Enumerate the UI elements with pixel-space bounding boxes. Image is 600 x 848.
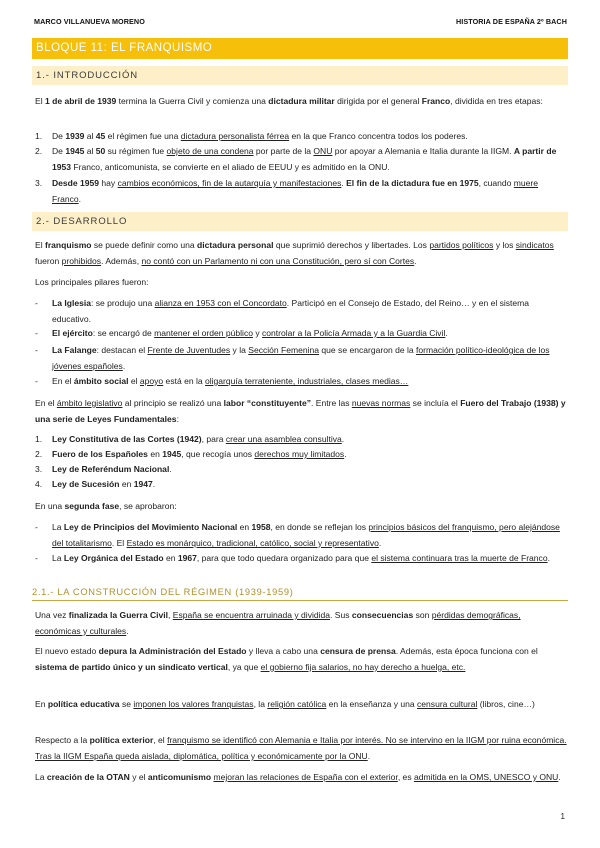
section-desarrollo-title: 2.- DESARROLLO (36, 216, 128, 227)
law-item: 1. Ley Constitutiva de las Cortes (1942), para crear una asamblea consultiva. (35, 434, 345, 444)
law-item: 4. Ley de Sucesión en 1947. (35, 479, 156, 489)
pillar-item: - La Iglesia: se produjo una alianza en 1953 con el Concordato. Participó en el Consejo de Estado, del Reino… y en el sistema educativo. (35, 298, 530, 324)
legislative-paragraph: En el ámbito legislativo al principio se realizó una labor “constituyente”. Entre las nuevas normas se incluía el Fuero del Trabajo (1938) y una serie de Leyes Fundamentales: (35, 398, 566, 424)
construccion-paragraph-4: Respecto a la política exterior, el franquismo se identificó con Alemania e Italia por interés. No se intervino en la IIGM por ruina económica. Tras la IIGM España queda aislada, diplomática, política y económicamente por la ONU. (35, 735, 567, 761)
block-title: BLOQUE 11: EL FRANQUISMO (36, 42, 213, 54)
construccion-paragraph-2: El nuevo estado depura la Administración del Estado y lleva a cabo una censura de prensa. Además, esta época funciona con el sistema de partido único y un sindicato vertical, ya que el gobierno fija salarios, no hay derecho a huelga, etc. (35, 646, 538, 672)
subsection-construccion-title: 2.1.- LA CONSTRUCCIÓN DEL RÉGIMEN (1939-1959) (32, 587, 568, 601)
pillar-item: - El ejército: se encargó de mantener el orden público y controlar a la Policía Armada y a la Guardia Civil. (35, 328, 448, 338)
section-desarrollo-band (32, 212, 568, 231)
law-item: 3. Ley de Referéndum Nacional. (35, 464, 172, 474)
section-intro-band (32, 66, 568, 85)
stage-number: 3. (35, 178, 43, 188)
pillar-item: - En el ámbito social el apoyo está en la oligarquía terrateniente, industriales, clases medias… (35, 376, 409, 386)
desarrollo-paragraph: El franquismo se puede definir como una dictadura personal que suprimió derechos y libertades. Los partidos políticos y los sindicatos fueron prohibidos. Además, no contó con un Parlamento ni con una Constitución, pero sí con Cortes. (35, 240, 554, 266)
stage-item: 3. Desde 1959 hay cambios económicos, fin de la autarquía y manifestaciones. El fin de la dictadura fue en 1975, cuando muere Franco. (35, 178, 539, 204)
stage-number: 1. (35, 131, 43, 141)
law-item: 2. Fuero de los Españoles en 1945, que recogía unos derechos muy limitados. (35, 449, 347, 459)
pillar-item: - La Falange: destacan el Frente de Juventudes y la Sección Femenina que se encargaron de la formación político-ideológica de los jóvenes españoles. (35, 345, 550, 371)
course-header: HISTORIA DE ESPAÑA 2º BACH (455, 17, 567, 26)
stage-item: 2. De 1945 al 50 su régimen fue objeto de una condena por parte de la ONU por apoyar a Alemania e Italia durante la IIGM. A partir de 1953 Franco, anticomunista, se convierte en el aliado de EEUU y es admitido en la ONU. (35, 146, 557, 172)
phase2-item: - La Ley de Principios del Movimiento Nacional en 1958, en donde se reflejan los principios básicos del franquismo, pero alejándose del totalitarismo. El Estado es monárquico, tradicional, católico, social y representativo. (35, 522, 560, 548)
phase2-item: - La Ley Orgánica del Estado en 1967, para que todo quedara organizado para que el sistema continuara tras la muerte de Franco. (35, 553, 550, 563)
stage-item: 1. De 1939 al 45 el régimen fue una dictadura personalista férrea en la que Franco concentra todos los poderes. (35, 129, 568, 145)
page-number: 1 (560, 812, 565, 821)
pillars-intro: Los principales pilares fueron: (35, 277, 149, 287)
construccion-paragraph-5: La creación de la OTAN y el anticomunismo mejoran las relaciones de España con el exterior, es admitida en la OMS, UNESCO y ONU. (35, 772, 561, 782)
construccion-paragraph-1: Una vez finalizada la Guerra Civil, España se encuentra arruinada y dividida. Sus consecuencias son pérdidas demográficas, económicas y culturales. (35, 610, 521, 636)
section-intro-title: 1.- INTRODUCCIÓN (36, 70, 139, 81)
block-title-band (32, 38, 568, 59)
intro-paragraph: El 1 de abril de 1939 termina la Guerra Civil y comienza una dictadura militar dirigida por el general Franco, dividida en tres etapas: (35, 96, 543, 106)
stage-number: 2. (35, 146, 43, 156)
phase2-intro: En una segunda fase, se aprobaron: (35, 501, 177, 511)
author-header: MARCO VILLANUEVA MORENO (34, 17, 145, 26)
construccion-paragraph-3: En política educativa se imponen los valores franquistas, la religión católica en la enseñanza y una censura cultural (libros, cine…) (35, 699, 535, 709)
